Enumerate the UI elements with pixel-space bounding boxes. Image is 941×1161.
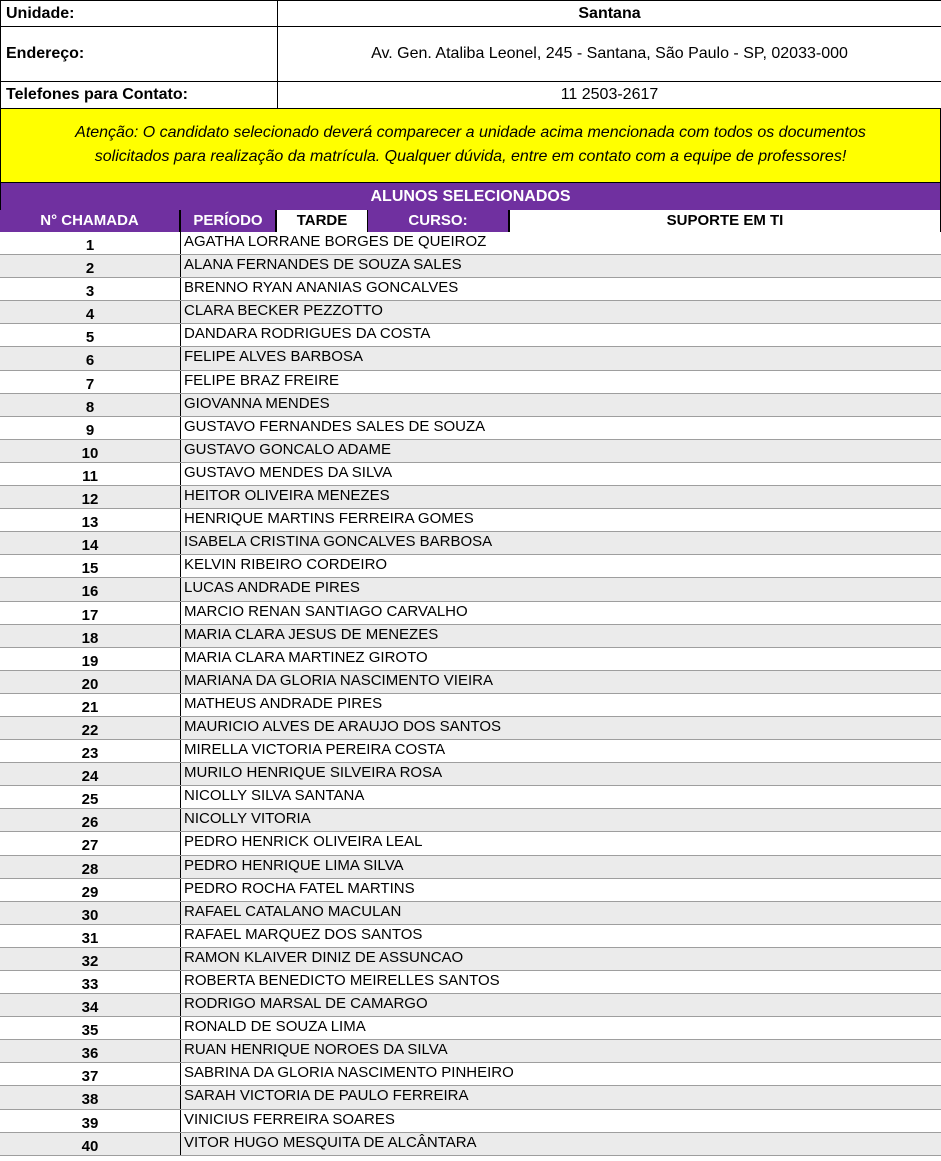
student-name: FELIPE BRAZ FREIRE — [181, 371, 941, 393]
call-number: 33 — [0, 971, 181, 993]
table-row — [0, 1040, 941, 1063]
table-row — [0, 255, 941, 278]
call-number: 18 — [0, 625, 181, 647]
table-row — [0, 902, 941, 925]
table-row — [0, 971, 941, 994]
unit-value: Santana — [278, 1, 941, 27]
table-row — [0, 371, 941, 394]
call-number: 25 — [0, 786, 181, 808]
call-number: 36 — [0, 1040, 181, 1062]
call-number: 17 — [0, 602, 181, 624]
notice-line-2: solicitados para realização da matrícula. Qualquer dúvida, entre em contato com a equipe de professores! — [1, 145, 940, 169]
call-number: 1 — [0, 232, 181, 254]
student-name: RAFAEL MARQUEZ DOS SANTOS — [181, 925, 941, 947]
call-number: 26 — [0, 809, 181, 831]
table-row — [0, 625, 941, 648]
student-name: AGATHA LORRANE BORGES DE QUEIROZ — [181, 232, 941, 254]
student-name: NICOLLY SILVA SANTANA — [181, 786, 941, 808]
call-number: 21 — [0, 694, 181, 716]
student-name: BRENNO RYAN ANANIAS GONCALVES — [181, 278, 941, 300]
student-name: GUSTAVO FERNANDES SALES DE SOUZA — [181, 417, 941, 439]
table-row — [0, 763, 941, 786]
table-row — [0, 948, 941, 971]
call-number: 32 — [0, 948, 181, 970]
student-name: ROBERTA BENEDICTO MEIRELLES SANTOS — [181, 971, 941, 993]
call-number: 19 — [0, 648, 181, 670]
period-label: PERÍODO — [181, 210, 277, 232]
student-name: MARCIO RENAN SANTIAGO CARVALHO — [181, 602, 941, 624]
table-row — [0, 486, 941, 509]
student-name: RONALD DE SOUZA LIMA — [181, 1017, 941, 1039]
call-number: 7 — [0, 371, 181, 393]
table-row — [0, 879, 941, 902]
student-name: MIRELLA VICTORIA PEREIRA COSTA — [181, 740, 941, 762]
call-number: 39 — [0, 1110, 181, 1132]
student-name: CLARA BECKER PEZZOTTO — [181, 301, 941, 323]
call-number: 35 — [0, 1017, 181, 1039]
student-name: RUAN HENRIQUE NOROES DA SILVA — [181, 1040, 941, 1062]
table-subheader — [0, 210, 941, 232]
table-row — [0, 1063, 941, 1086]
call-number: 37 — [0, 1063, 181, 1085]
table-row — [0, 809, 941, 832]
table-row — [0, 417, 941, 440]
call-number: 3 — [0, 278, 181, 300]
student-name: MATHEUS ANDRADE PIRES — [181, 694, 941, 716]
table-row — [0, 394, 941, 417]
course-value: SUPORTE EM TI — [510, 210, 941, 232]
call-number: 10 — [0, 440, 181, 462]
table-row — [0, 832, 941, 855]
student-name: MARIA CLARA MARTINEZ GIROTO — [181, 648, 941, 670]
call-number: 15 — [0, 555, 181, 577]
student-name: FELIPE ALVES BARBOSA — [181, 347, 941, 369]
student-name: HEITOR OLIVEIRA MENEZES — [181, 486, 941, 508]
table-row — [0, 694, 941, 717]
call-number: 29 — [0, 879, 181, 901]
student-name: PEDRO HENRIQUE LIMA SILVA — [181, 856, 941, 878]
unit-row — [1, 1, 941, 27]
notice-line-1: Atenção: O candidato selecionado deverá comparecer a unidade acima mencionada com todos os documentos — [1, 121, 940, 145]
address-label: Endereço: — [1, 27, 278, 82]
period-value: TARDE — [277, 210, 368, 232]
student-name: MURILO HENRIQUE SILVEIRA ROSA — [181, 763, 941, 785]
table-row — [0, 856, 941, 879]
phone-value: 11 2503-2617 — [278, 82, 941, 109]
call-number: 23 — [0, 740, 181, 762]
address-row — [1, 27, 941, 82]
call-number: 6 — [0, 347, 181, 369]
course-label: CURSO: — [368, 210, 510, 232]
student-name: RODRIGO MARSAL DE CAMARGO — [181, 994, 941, 1016]
unit-info-table — [0, 0, 941, 109]
call-number: 24 — [0, 763, 181, 785]
student-name: KELVIN RIBEIRO CORDEIRO — [181, 555, 941, 577]
table-row — [0, 994, 941, 1017]
call-number: 14 — [0, 532, 181, 554]
attention-notice — [0, 109, 941, 183]
student-name: RAMON KLAIVER DINIZ DE ASSUNCAO — [181, 948, 941, 970]
unit-label: Unidade: — [1, 1, 278, 27]
call-number: 28 — [0, 856, 181, 878]
student-name: VITOR HUGO MESQUITA DE ALCÂNTARA — [181, 1133, 941, 1155]
table-row — [0, 648, 941, 671]
table-row — [0, 1133, 941, 1156]
student-name: SABRINA DA GLORIA NASCIMENTO PINHEIRO — [181, 1063, 941, 1085]
call-number: 4 — [0, 301, 181, 323]
table-row — [0, 324, 941, 347]
call-number: 38 — [0, 1086, 181, 1108]
table-row — [0, 925, 941, 948]
call-number: 9 — [0, 417, 181, 439]
student-list — [0, 232, 941, 1156]
call-number: 27 — [0, 832, 181, 854]
table-row — [0, 347, 941, 370]
call-number-header: N° CHAMADA — [0, 210, 181, 232]
call-number: 12 — [0, 486, 181, 508]
call-number: 16 — [0, 578, 181, 600]
student-name: NICOLLY VITORIA — [181, 809, 941, 831]
call-number: 13 — [0, 509, 181, 531]
student-name: ISABELA CRISTINA GONCALVES BARBOSA — [181, 532, 941, 554]
student-name: MARIA CLARA JESUS DE MENEZES — [181, 625, 941, 647]
phone-row — [1, 82, 941, 109]
table-row — [0, 509, 941, 532]
table-row — [0, 555, 941, 578]
call-number: 5 — [0, 324, 181, 346]
table-row — [0, 717, 941, 740]
table-row — [0, 463, 941, 486]
student-name: PEDRO ROCHA FATEL MARTINS — [181, 879, 941, 901]
student-name: GUSTAVO GONCALO ADAME — [181, 440, 941, 462]
student-name: PEDRO HENRICK OLIVEIRA LEAL — [181, 832, 941, 854]
table-row — [0, 1110, 941, 1133]
call-number: 11 — [0, 463, 181, 485]
student-name: LUCAS ANDRADE PIRES — [181, 578, 941, 600]
phone-label: Telefones para Contato: — [1, 82, 278, 109]
table-row — [0, 671, 941, 694]
table-row — [0, 440, 941, 463]
table-row — [0, 232, 941, 255]
student-name: SARAH VICTORIA DE PAULO FERREIRA — [181, 1086, 941, 1108]
table-row — [0, 1017, 941, 1040]
call-number: 2 — [0, 255, 181, 277]
table-row — [0, 1086, 941, 1109]
student-name: MAURICIO ALVES DE ARAUJO DOS SANTOS — [181, 717, 941, 739]
call-number: 8 — [0, 394, 181, 416]
student-name: MARIANA DA GLORIA NASCIMENTO VIEIRA — [181, 671, 941, 693]
student-name: DANDARA RODRIGUES DA COSTA — [181, 324, 941, 346]
student-name: GIOVANNA MENDES — [181, 394, 941, 416]
table-row — [0, 301, 941, 324]
student-name: RAFAEL CATALANO MACULAN — [181, 902, 941, 924]
table-row — [0, 602, 941, 625]
call-number: 31 — [0, 925, 181, 947]
student-name: GUSTAVO MENDES DA SILVA — [181, 463, 941, 485]
student-name: VINICIUS FERREIRA SOARES — [181, 1110, 941, 1132]
table-row — [0, 278, 941, 301]
table-row — [0, 578, 941, 601]
call-number: 40 — [0, 1133, 181, 1155]
table-row — [0, 532, 941, 555]
table-row — [0, 786, 941, 809]
address-value: Av. Gen. Ataliba Leonel, 245 - Santana, São Paulo - SP, 02033-000 — [278, 27, 941, 82]
student-name: HENRIQUE MARTINS FERREIRA GOMES — [181, 509, 941, 531]
student-name: ALANA FERNANDES DE SOUZA SALES — [181, 255, 941, 277]
call-number: 34 — [0, 994, 181, 1016]
call-number: 22 — [0, 717, 181, 739]
call-number: 20 — [0, 671, 181, 693]
table-row — [0, 740, 941, 763]
selected-students-title: ALUNOS SELECIONADOS — [0, 183, 941, 210]
call-number: 30 — [0, 902, 181, 924]
